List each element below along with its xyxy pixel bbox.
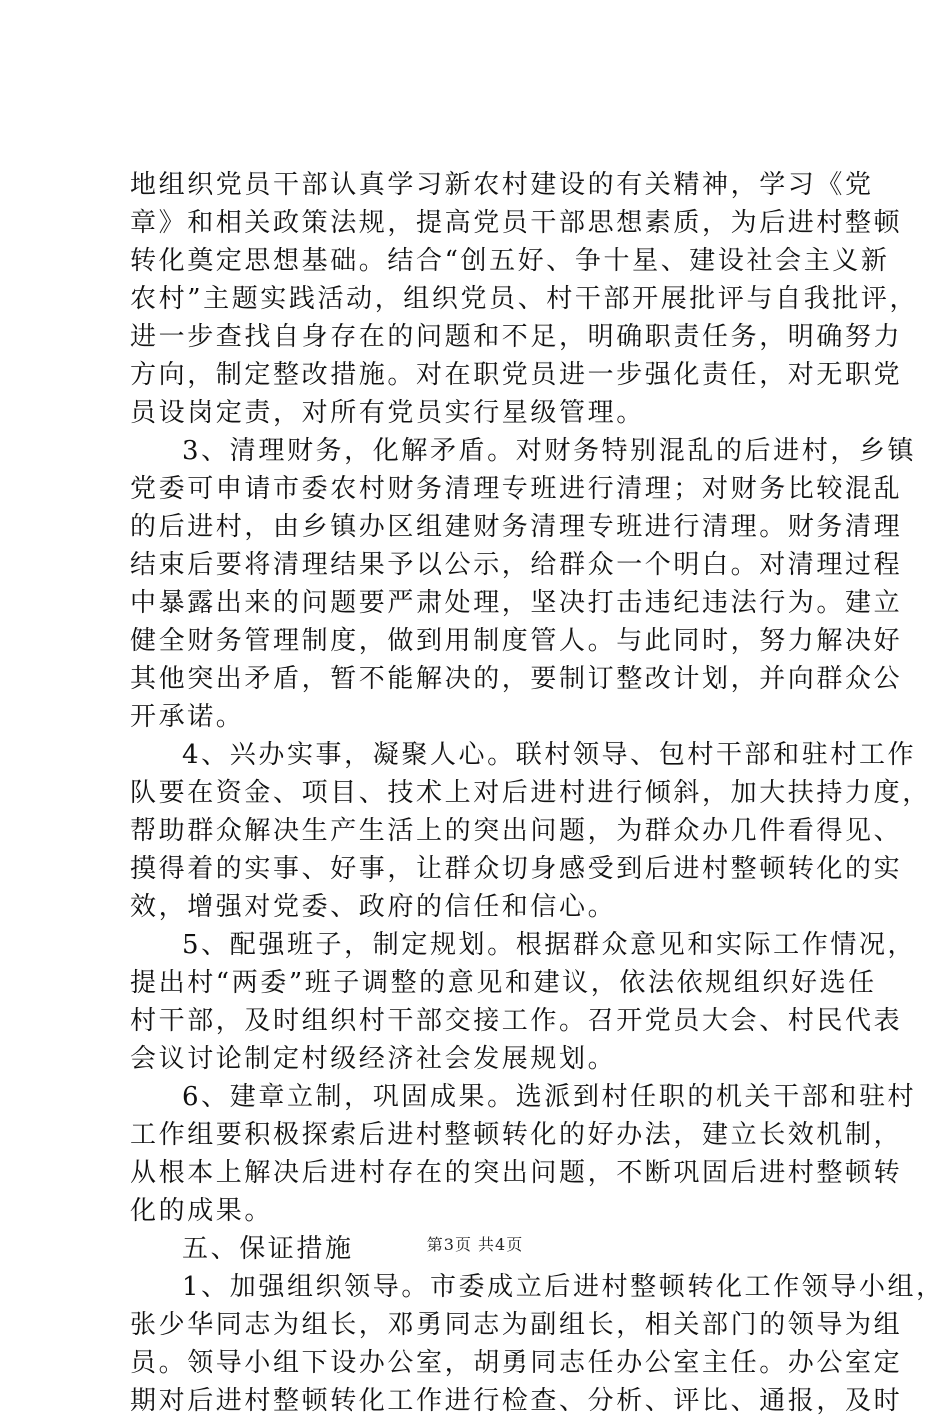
text-line: 进一步查找自身存在的问题和不足，明确职责任务，明确努力 bbox=[130, 322, 903, 352]
text-line: 期对后进村整顿转化工作进行检查、分析、评比、通报，及时 bbox=[130, 1386, 903, 1416]
text-line: 转化奠定思想基础。结合“创五好、争十星、建设社会主义新 bbox=[130, 246, 890, 276]
text-line: 党委可申请市委农村财务清理专班进行清理；对财务比较混乱 bbox=[130, 474, 903, 504]
text-line: 地组织党员干部认真学习新农村建设的有关精神，学习《党 bbox=[130, 170, 874, 200]
text-line: 中暴露出来的问题要严肃处理，坚决打击违纪违法行为。建立 bbox=[130, 588, 903, 618]
text-line: 员。领导小组下设办公室，胡勇同志任办公室主任。办公室定 bbox=[130, 1348, 903, 1378]
text-line: 效，增强对党委、政府的信任和信心。 bbox=[130, 892, 617, 922]
paragraph-start-line: 6、建章立制，巩固成果。选派到村任职的机关干部和驻村 bbox=[182, 1082, 917, 1112]
text-line: 从根本上解决后进村存在的突出问题，不断巩固后进村整顿转 bbox=[130, 1158, 903, 1188]
text-line: 农村”主题实践活动，组织党员、村干部开展批评与自我批评， bbox=[130, 284, 919, 314]
text-line: 结束后要将清理结果予以公示，给群众一个明白。对清理过程 bbox=[130, 550, 903, 580]
text-line: 提出村“两委”班子调整的意见和建议，依法依规组织好选任 bbox=[130, 968, 877, 998]
text-line: 员设岗定责，对所有党员实行星级管理。 bbox=[130, 398, 645, 428]
text-line: 健全财务管理制度，做到用制度管人。与此同时，努力解决好 bbox=[130, 626, 903, 656]
text-line: 工作组要积极探索后进村整顿转化的好办法，建立长效机制， bbox=[130, 1120, 903, 1150]
text-line: 帮助群众解决生产生活上的突出问题，为群众办几件看得见、 bbox=[130, 816, 903, 846]
page-number-footer: 第3页 共4页 bbox=[426, 1235, 524, 1254]
paragraph-start-line: 1、加强组织领导。市委成立后进村整顿转化工作领导小组， bbox=[182, 1272, 945, 1302]
text-line: 方向，制定整改措施。对在职党员进一步强化责任，对无职党 bbox=[130, 360, 903, 390]
text-line: 摸得着的实事、好事，让群众切身感受到后进村整顿转化的实 bbox=[130, 854, 903, 884]
text-line: 化的成果。 bbox=[130, 1196, 274, 1226]
paragraph-start-line: 5、配强班子，制定规划。根据群众意见和实际工作情况， bbox=[182, 930, 917, 960]
text-line: 开承诺。 bbox=[130, 702, 245, 732]
paragraph-start-line: 4、兴办实事，凝聚人心。联村领导、包村干部和驻村工作 bbox=[182, 740, 917, 770]
paragraph-start-line: 3、清理财务，化解矛盾。对财务特别混乱的后进村，乡镇 bbox=[182, 436, 917, 466]
text-line: 村干部，及时组织村干部交接工作。召开党员大会、村民代表 bbox=[130, 1006, 903, 1036]
text-line: 张少华同志为组长，邓勇同志为副组长，相关部门的领导为组 bbox=[130, 1310, 903, 1340]
section-heading: 五、保证措施 bbox=[182, 1234, 354, 1264]
text-line: 章》和相关政策法规，提高党员干部思想素质，为后进村整顿 bbox=[130, 208, 903, 238]
text-line: 其他突出矛盾，暂不能解决的，要制订整改计划，并向群众公 bbox=[130, 664, 903, 694]
text-line: 的后进村，由乡镇办区组建财务清理专班进行清理。财务清理 bbox=[130, 512, 903, 542]
text-line: 会议讨论制定村级经济社会发展规划。 bbox=[130, 1044, 617, 1074]
text-line: 队要在资金、项目、技术上对后进村进行倾斜，加大扶持力度， bbox=[130, 778, 931, 808]
